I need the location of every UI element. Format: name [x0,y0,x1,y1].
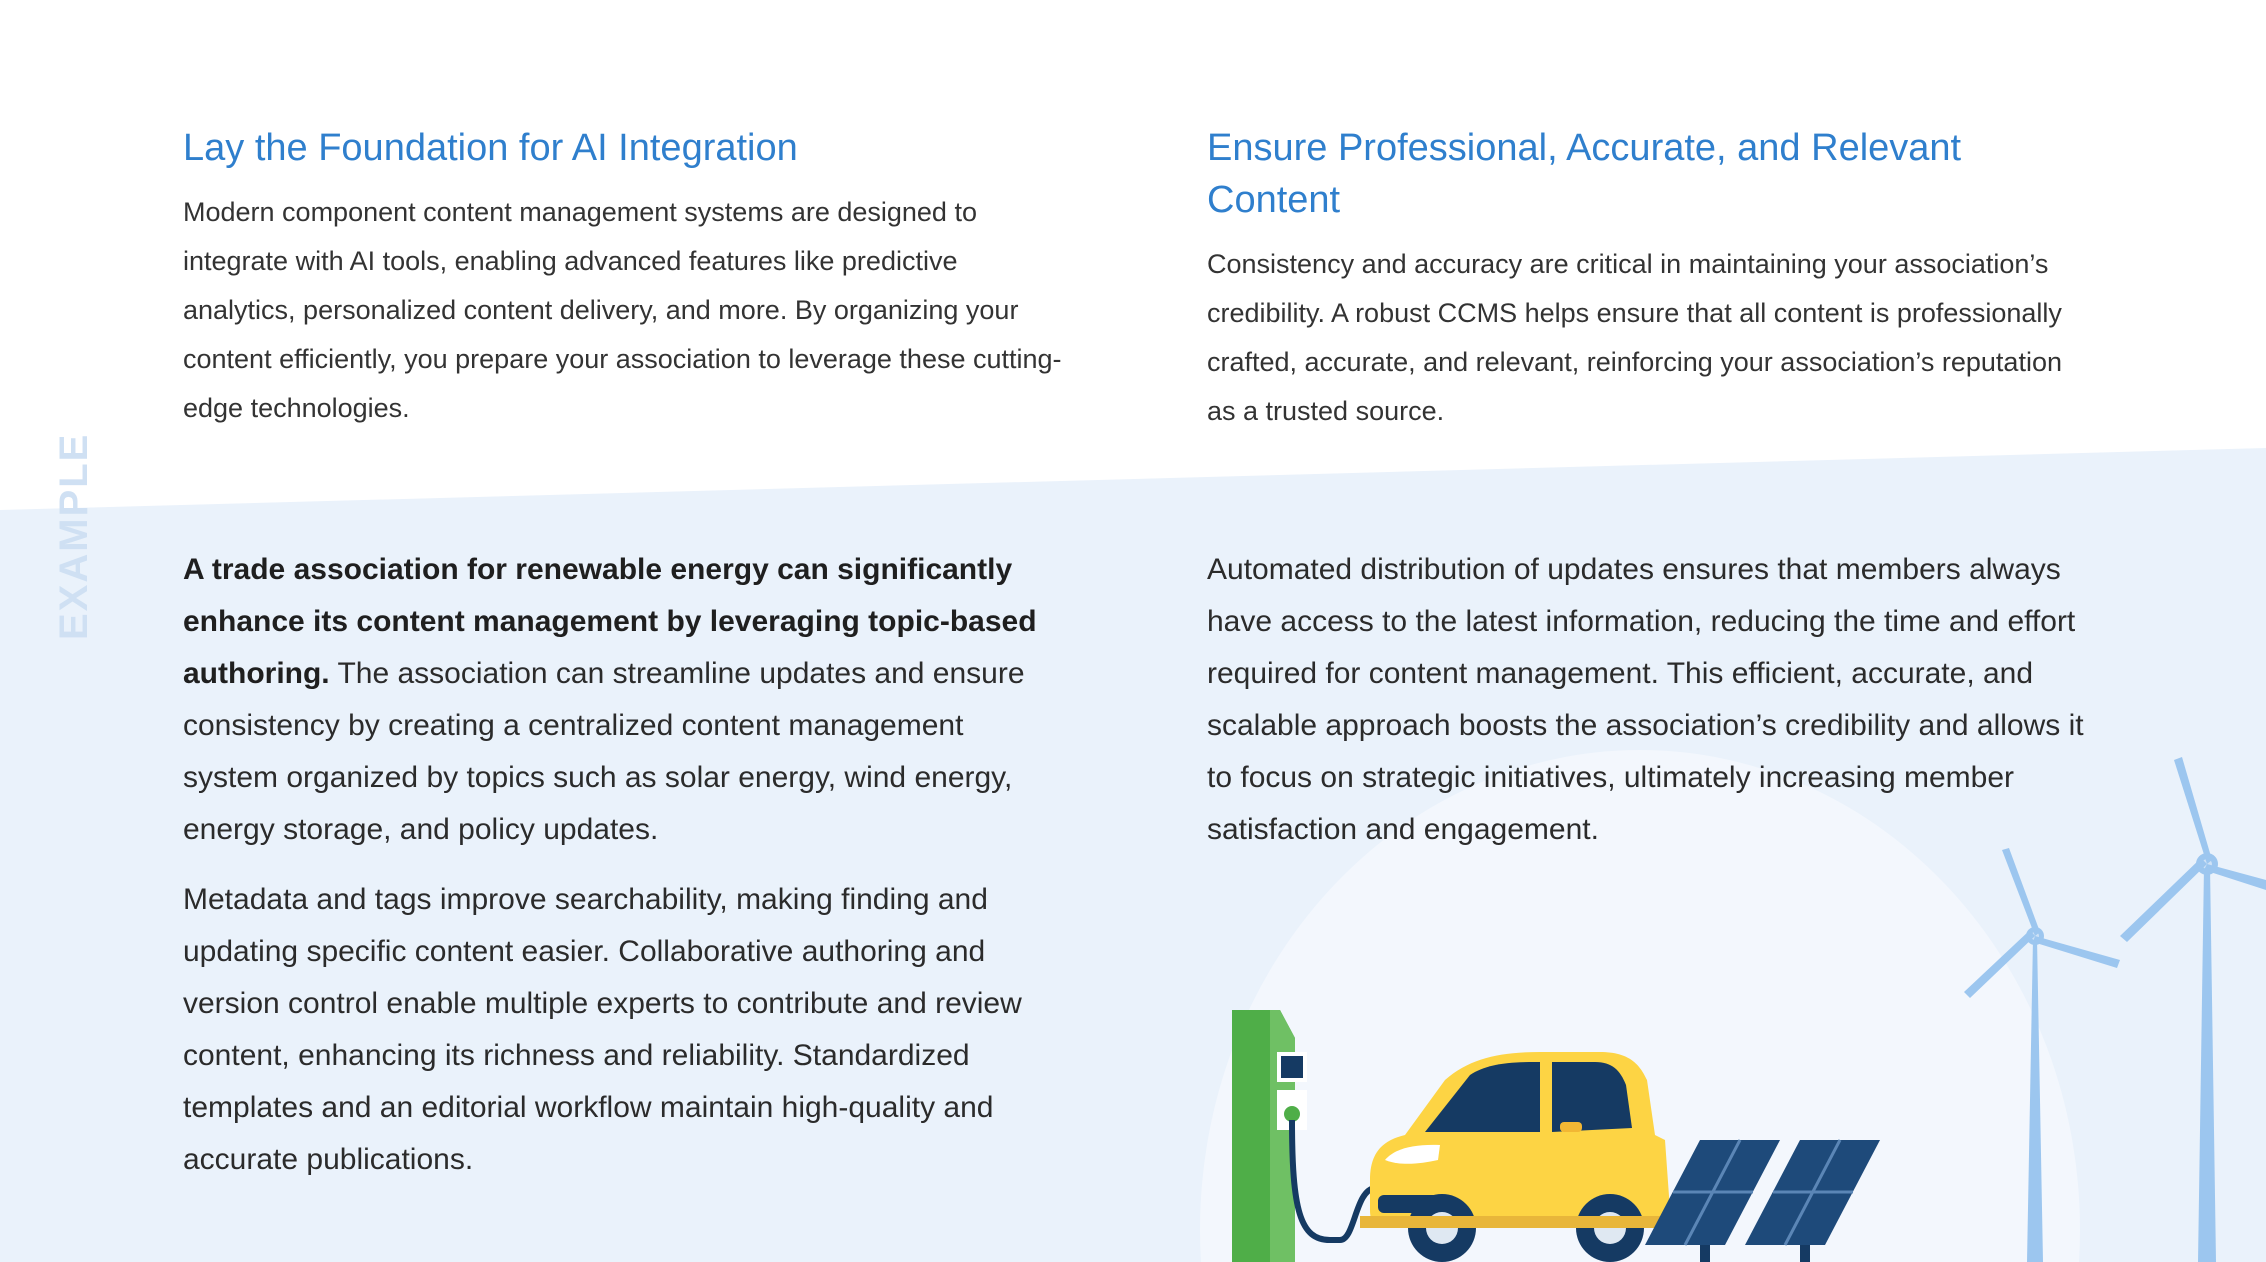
left-body: Modern component content management systems are designed to integrate with AI tools, enabling advanced features like predictive analytics, personalized content delivery, and more. By organizing your content efficiently, you prepare your association to leverage these cutting-edge technologies. [183,197,1062,423]
right-heading: Ensure Professional, Accurate, and Relevant Content [1207,127,1962,221]
example-label: EXAMPLE [52,432,96,640]
example-paragraph-1-rest: The association can streamline updates and ensure consistency by creating a centralized content management system organized by topics such as solar energy, wind energy, energy storage, and policy updates. [183,657,1025,846]
renewable-energy-illustration [1180,740,2266,1262]
right-body: Consistency and accuracy are critical in maintaining your association’s credibility. A robust CCMS helps ensure that all content is professionally crafted, accurate, and relevant, reinforcing your association’s reputation as a trusted source. [1207,249,2062,426]
wind-turbine-icon [2120,757,2266,1262]
example-paragraph-2: Metadata and tags improve searchability, making finding and updating specific content easier. Collaborative authoring and version control enable multiple experts to contribute and review content, enhancing its richness and reliability. Standardized templates and an editorial workflow maintain high-quality and accurate publications. [183,883,1022,1176]
example-paragraph-1-bold: A trade association for renewable energy can significantly enhance its content management by leveraging topic-based authoring. [183,553,1037,690]
car-icon [1360,1052,1670,1262]
left-heading: Lay the Foundation for AI Integration [183,127,798,169]
example-paragraph-3: Automated distribution of updates ensures that members always have access to the latest information, reducing the time and effort required for content management. This efficient, accurate, and scalable approach boosts the association’s credibility and allows it to focus on strategic initiatives, ultimately increasing member satisfaction and engagement. [1207,553,2084,846]
wind-turbine-icon [1964,848,2120,1262]
example-paragraph-1 [183,544,1063,856]
solar-panel-icon [1645,1140,1880,1262]
